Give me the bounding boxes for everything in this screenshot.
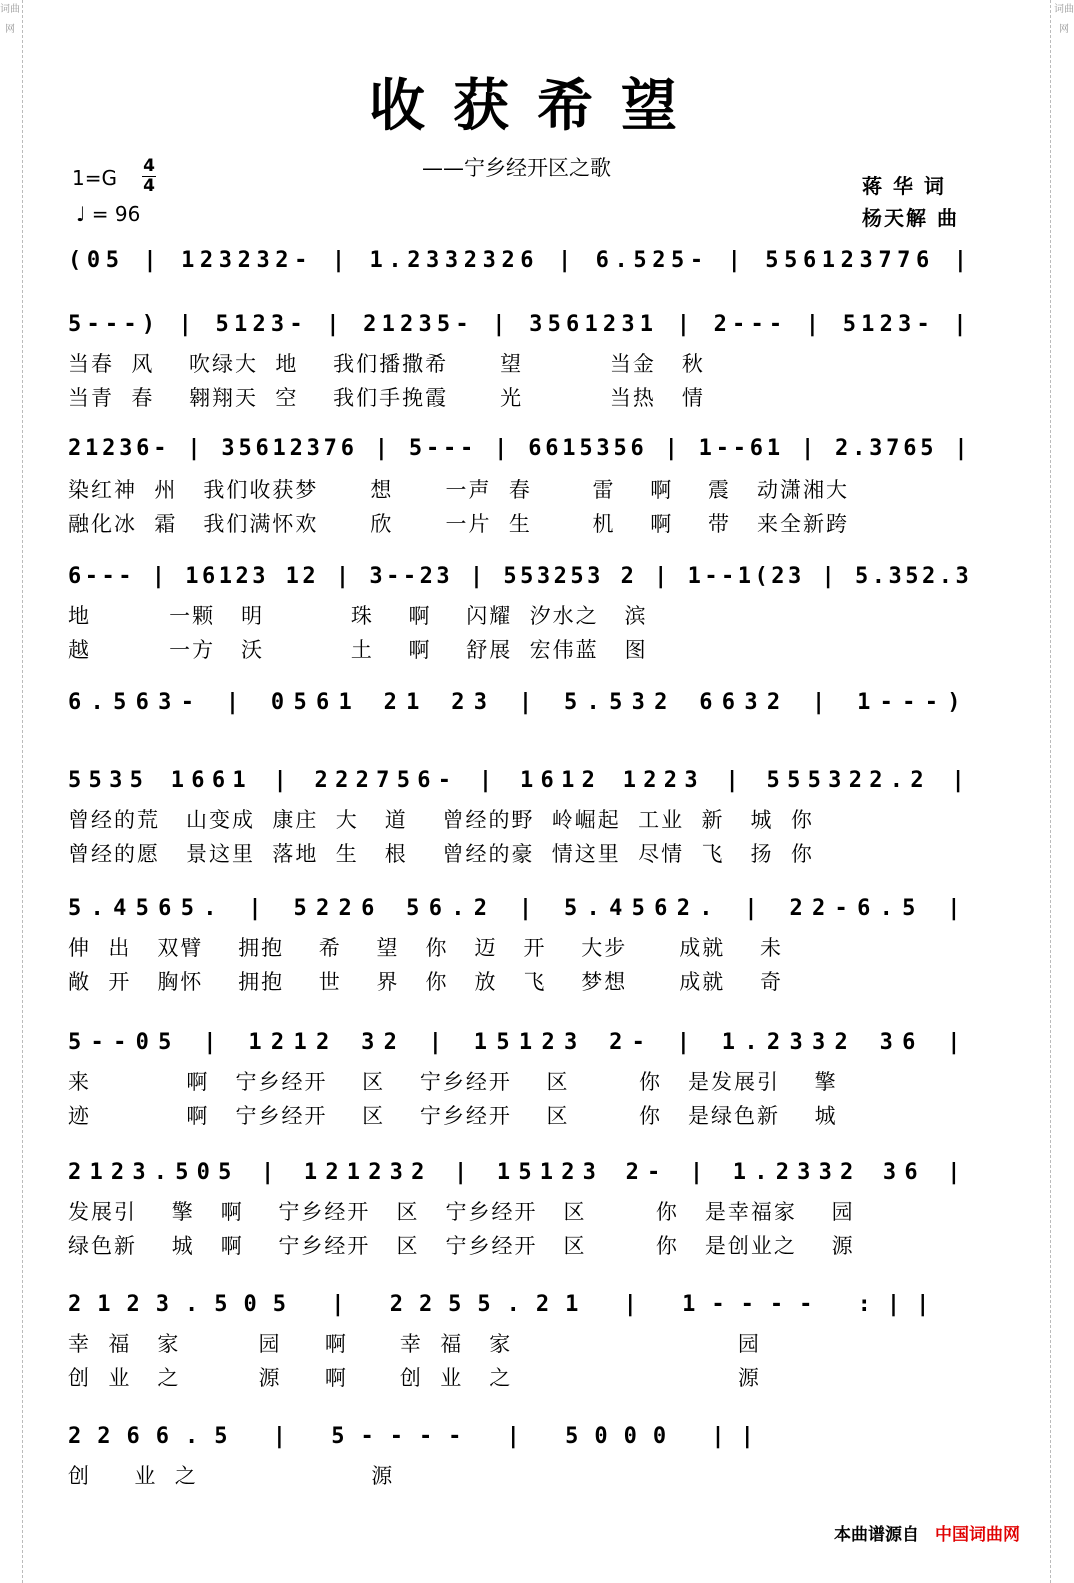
notes-line: 6.563- | 0561 21 23 | 5.532 6632 | 1---) <box>68 690 970 715</box>
lyric-verse-1: 来 啊 宁乡经开 区 宁乡经开 区 你 是发展引 擎 <box>68 1070 838 1094</box>
margin-line-left <box>22 0 23 1583</box>
source-footer <box>834 1520 1020 1545</box>
lyric-verse-1: 伸 出 双臂 拥抱 希 望 你 迈 开 大步 成就 未 <box>68 936 784 960</box>
lyricist-credit: 蒋 华 词 <box>862 174 946 198</box>
notes-line: 6--- | 16123 12 | 3--23 | 553253 2 | 1--1(23 | 5.352.3 <box>68 564 973 589</box>
time-signature <box>142 158 156 195</box>
side-watermark-right: 词曲网 <box>1054 4 1074 35</box>
notes-line: 5--05 | 1212 32 | 15123 2- | 1.2332 36 | <box>68 1030 970 1055</box>
notes-line: 2123.505 | 121232 | 15123 2- | 1.2332 36 | <box>68 1160 969 1185</box>
lyric-verse-2: 敞 开 胸怀 拥抱 世 界 你 放 飞 梦想 成就 奇 <box>68 970 784 994</box>
margin-line-right <box>1050 0 1051 1583</box>
tempo-value: = 96 <box>91 202 141 226</box>
lyric-verse-1: 当春 风 吹绿大 地 我们播撒希 望 当金 秋 <box>68 352 705 376</box>
time-signature-bottom: 4 <box>143 176 155 196</box>
lyric-verse-2: 创 业 之 源 啊 创 业 之 源 <box>68 1366 761 1390</box>
lyric-verse-1: 曾经的荒 山变成 康庄 大 道 曾经的野 岭崛起 工业 新 城 你 <box>68 808 814 832</box>
quarter-note-icon: ♩ <box>76 202 86 226</box>
notes-line: 5.4565. | 5226 56.2 | 5.4562. | 22-6.5 | <box>68 896 970 921</box>
footer-site-link[interactable]: 中国词曲网 <box>935 1525 1020 1545</box>
lyric-verse-2: 迹 啊 宁乡经开 区 宁乡经开 区 你 是绿色新 城 <box>68 1104 838 1128</box>
lyric-verse-2: 越 一方 沃 土 啊 舒展 宏伟蓝 图 <box>68 638 648 662</box>
lyric-verse-2: 绿色新 城 啊 宁乡经开 区 宁乡经开 区 你 是创业之 源 <box>68 1234 855 1258</box>
notes-line: 5535 1661 | 222756- | 1612 1223 | 555322.2 | <box>68 768 972 793</box>
credits <box>862 170 959 234</box>
song-subtitle: ——宁乡经开区之歌 <box>422 156 611 180</box>
lyric-verse-1: 幸 福 家 园 啊 幸 福 家 园 <box>68 1332 761 1356</box>
composer-credit: 杨天解 曲 <box>862 206 959 230</box>
key-signature: 1=G <box>72 166 117 190</box>
lyric-verse-1: 发展引 擎 啊 宁乡经开 区 宁乡经开 区 你 是幸福家 园 <box>68 1200 855 1224</box>
lyric-verse-1: 染红神 州 我们收获梦 想 一声 春 雷 啊 震 动潇湘大 <box>68 478 849 502</box>
notes-line: (05 | 123232- | 1.2332326 | 6.525- | 556123776 | <box>68 248 973 273</box>
notes-line: 5---) | 5123- | 21235- | 3561231 | 2--- | 5123- | <box>68 312 972 337</box>
lyric-verse-1: 创 业 之 源 <box>68 1464 395 1488</box>
time-signature-top: 4 <box>143 156 155 176</box>
footer-label: 本曲谱源自 <box>834 1525 919 1545</box>
notes-line: 21236- | 35612376 | 5--- | 6615356 | 1--61 | 2.3765 | <box>68 436 972 461</box>
notes-line: 2266.5 | 5---- | 5000 || <box>68 1424 770 1449</box>
side-watermark-left: 词曲网 <box>0 4 20 35</box>
lyric-verse-2: 当青 春 翱翔天 空 我们手挽霞 光 当热 情 <box>68 386 705 410</box>
song-title: 收获希望 <box>369 73 705 139</box>
notes-line: 2123.505 | 2255.21 | 1---- :|| <box>68 1292 946 1317</box>
tempo-marking <box>76 202 140 226</box>
lyric-verse-1: 地 一颗 明 珠 啊 闪耀 汐水之 滨 <box>68 604 648 628</box>
lyric-verse-2: 融化冰 霜 我们满怀欢 欣 一片 生 机 啊 带 来全新跨 <box>68 512 849 536</box>
lyric-verse-2: 曾经的愿 景这里 落地 生 根 曾经的豪 情这里 尽情 飞 扬 你 <box>68 842 814 866</box>
